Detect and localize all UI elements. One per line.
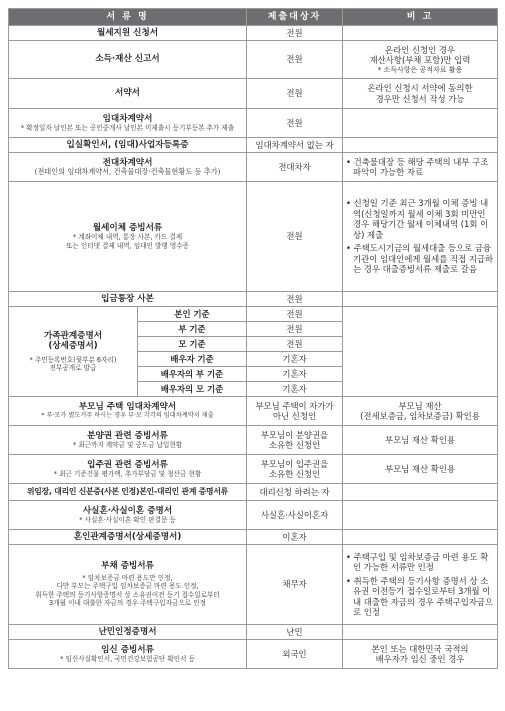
remark-cell — [343, 307, 498, 397]
doc-name: 임대차계약서 — [102, 113, 153, 124]
doc-name: 사실혼·사실이혼 증명서 — [82, 505, 173, 516]
header-target: 제출대상자 — [247, 9, 343, 26]
target-cell: 대리신청 하려는 자 — [247, 484, 343, 501]
doc-name: 월세지원 신청서 — [9, 26, 247, 41]
sub-basis: 모 기준 — [138, 337, 247, 352]
table-row — [9, 26, 498, 41]
doc-note: (전대인의 임대차계약서, 건축물대장·건축물현황도 등 추가) — [34, 167, 221, 176]
target-cell: 사실혼·사실이혼자 — [247, 501, 343, 530]
doc-note: * 최근 기준건물 평가액, 추가부담금 및 청산금 현황 — [53, 470, 202, 478]
doc-cell — [9, 455, 247, 484]
doc-name-sub: (상세증명서) — [48, 341, 98, 351]
remark-line: • 건축물대장 등 해당 주택의 내부 구조 파악이 가능한 자료 — [346, 156, 489, 177]
remark-cell — [343, 640, 498, 669]
doc-cell — [9, 153, 247, 182]
target-cell — [247, 397, 343, 426]
target-cell: 전대차자 — [247, 153, 343, 182]
target-cell: 전원 — [247, 79, 343, 109]
doc-cell — [9, 397, 247, 426]
remark-line: • 주택도시기금의 월세대출 등으로 금융기관이 임대인에게 월세를 직접 지급하는 경우 대출증빙서류 제출로 갈음 — [346, 243, 494, 275]
table-row — [9, 109, 498, 138]
doc-name: 부채 증빙서류 — [101, 561, 154, 572]
remark-line: 배우자가 임신 중인 경우 — [375, 654, 465, 664]
target-cell — [247, 455, 343, 484]
doc-note: * 사실혼·사실이혼 확인 판결문 등 — [79, 516, 176, 524]
target-cell: 기혼자 — [247, 367, 343, 382]
header-doc: 서 류 명 — [9, 9, 247, 26]
target-cell: 전원 — [247, 26, 343, 41]
sub-basis: 배우자의 부 기준 — [138, 367, 247, 382]
doc-name: 임신 증빙서류 — [101, 644, 154, 655]
doc-name: 분양권 관련 증빙서류 — [87, 430, 168, 441]
doc-cell — [9, 501, 247, 530]
doc-name: 혼인관계증명서(상세증명서) — [9, 530, 247, 545]
remark-line: 부모님 재산 — [398, 400, 442, 411]
remark-note: * 소득사항은 공적자료 활용 — [377, 65, 463, 74]
doc-note: 다만 부모는 주택구입 임차보증금 마련 용도 인정, — [56, 582, 199, 591]
doc-note: 전부공개로 발급 — [49, 364, 97, 372]
doc-cell — [9, 307, 138, 397]
sub-basis: 부 기준 — [138, 322, 247, 337]
target-cell: 전원 — [247, 109, 343, 138]
table-row — [9, 501, 498, 530]
table-row — [9, 455, 498, 484]
required-documents-table — [8, 8, 498, 669]
target-cell: 기혼자 — [247, 352, 343, 367]
doc-cell — [9, 426, 247, 455]
target-line: 아닌 신청인 — [272, 411, 317, 421]
table-row — [9, 182, 498, 292]
remark-cell — [343, 484, 498, 501]
doc-name: 입주권 관련 증빙서류 — [87, 459, 168, 470]
remark-cell — [343, 397, 498, 426]
remark-line: (전세보증금, 임차보증금) 확인용 — [360, 411, 480, 421]
doc-note: * 주민등록번호(뒷부분 6자리) — [29, 355, 117, 364]
doc-note: * 확정일자 날인본 또는 공인중개사 날인본 미제출시 등기부등본 추가 제출 — [20, 124, 235, 132]
doc-name: 전대차계약서 — [102, 157, 153, 168]
remark-cell — [343, 530, 498, 545]
doc-name: 가족관계증명서 — [43, 330, 103, 341]
doc-name: 서약서 — [9, 79, 247, 109]
remark-cell — [343, 292, 498, 307]
target-line: 부모님 주택이 자가가 — [255, 400, 334, 411]
header-remarks: 비 고 — [343, 9, 498, 26]
target-cell: 전원 — [247, 292, 343, 307]
document-table-container — [8, 8, 497, 669]
table-row — [9, 397, 498, 426]
target-cell: 전원 — [247, 337, 343, 352]
table-row — [9, 484, 498, 501]
target-cell: 전원 — [247, 322, 343, 337]
target-cell: 채무자 — [247, 545, 343, 625]
remark-line: • 주택구입 및 임차보증금 마련 용도 확인 가능한 서류만 인정 — [346, 551, 489, 572]
doc-name: 입실확인서, (임대)사업자등록증 — [9, 138, 247, 153]
doc-note: * 부·모가 별도거주 하시는 경우 부·모 각각의 임대차계약서 제출 — [41, 412, 214, 419]
doc-note: 3개월 이내 대출한 자금의 경우 주택구입자금으로 인정 — [49, 599, 206, 608]
remark-line: • 신청일 기준 최근 3개월 이체 증빙 내역(신청일까지 월세 이체 3회 미만인 경우 해당기간 월세 이체내역 (1회 이상) 제출 — [346, 198, 489, 240]
table-row — [9, 292, 498, 307]
remark-line: 재산사항(부채 포함)만 입력 — [369, 55, 471, 65]
sub-basis: 배우자 기준 — [138, 352, 247, 367]
remark-cell — [343, 182, 498, 292]
target-line: 소유한 신청인 — [268, 440, 321, 450]
doc-name: 입금통장 사본 — [9, 292, 247, 307]
remark-line: • 취득한 주택의 등기사항 증명서 상 소유권 이전등기 접수일로부터 3개월 이내 대출한 자금의 경우 주택구입자금으로 인정 — [346, 575, 494, 617]
remark-cell — [343, 545, 498, 625]
remark-line: 온라인 신청인 경우 — [384, 44, 456, 55]
sub-basis: 배우자의 모 기준 — [138, 382, 247, 397]
remark-line: 온라인 신청시 서약에 동의한 — [367, 83, 473, 93]
doc-name: 월세이체 증빙서류 — [92, 222, 163, 233]
remark-cell — [343, 79, 498, 109]
remark-cell — [343, 625, 498, 640]
target-cell: 전원 — [247, 41, 343, 79]
remark-cell: 부모님 재산 확인용 — [343, 455, 498, 484]
header-row — [9, 9, 498, 26]
doc-name: 부모님 주택 임대차계약서 — [78, 401, 177, 412]
target-line: 부모님이 분양권을 — [260, 429, 329, 440]
target-cell: 임대차계약서 없는 자 — [247, 138, 343, 153]
table-row — [9, 625, 498, 640]
table-row — [9, 530, 498, 545]
remark-cell — [343, 109, 498, 138]
doc-note: * 계좌이체 내역, 통장 사본, 카드 결제 — [72, 233, 183, 242]
target-cell: 외국인 — [247, 640, 343, 669]
doc-cell — [9, 182, 247, 292]
table-row — [9, 545, 498, 625]
remark-cell: 부모님 재산 확인용 — [343, 426, 498, 455]
doc-cell — [9, 545, 247, 625]
table-row — [9, 138, 498, 153]
target-cell: 전원 — [247, 182, 343, 292]
doc-name: 난민인정증명서 — [9, 625, 247, 640]
doc-cell — [9, 640, 247, 669]
doc-note: * 임신사실확인서, 국민건강보험공단 확인서 등 — [60, 655, 195, 663]
remark-cell — [343, 138, 498, 153]
table-row — [9, 79, 498, 109]
target-cell: 전원 — [247, 307, 343, 322]
doc-note: 취득한 주택의 등기사항증명서 상 소유권이전 등기 접수일로부터 — [35, 590, 220, 599]
remark-line: 본인 또는 대한민국 국적의 — [371, 643, 469, 654]
target-cell: 기혼자 — [247, 382, 343, 397]
remark-cell — [343, 153, 498, 182]
table-row — [9, 640, 498, 669]
remark-cell — [343, 41, 498, 79]
doc-name: 위임장, 대리인 신분증(사본 인정)본인-대리인 관계 증명서류 — [9, 484, 247, 501]
target-line: 부모님이 입주권을 — [260, 458, 329, 469]
doc-note: * 임차보증금 마련 용도만 인정, — [82, 573, 173, 582]
table-row — [9, 426, 498, 455]
table-row — [9, 307, 498, 322]
table-row — [9, 153, 498, 182]
target-cell — [247, 426, 343, 455]
table-row — [9, 41, 498, 79]
doc-cell — [9, 109, 247, 138]
remark-cell — [343, 26, 498, 41]
target-cell: 난민 — [247, 625, 343, 640]
remark-cell — [343, 501, 498, 530]
doc-note: 또는 인터넷 결제 내역, 임대인 발행 영수증 — [66, 241, 189, 250]
sub-basis: 본인 기준 — [138, 307, 247, 322]
doc-name: 소득·재산 신고서 — [9, 41, 247, 79]
target-cell: 이혼자 — [247, 530, 343, 545]
doc-note: * 최근까지 계약금 및 중도금 납입현황 — [72, 441, 183, 449]
target-line: 소유한 신청인 — [268, 469, 321, 479]
remark-line: 경우만 신청서 작성 가능 — [375, 93, 465, 104]
